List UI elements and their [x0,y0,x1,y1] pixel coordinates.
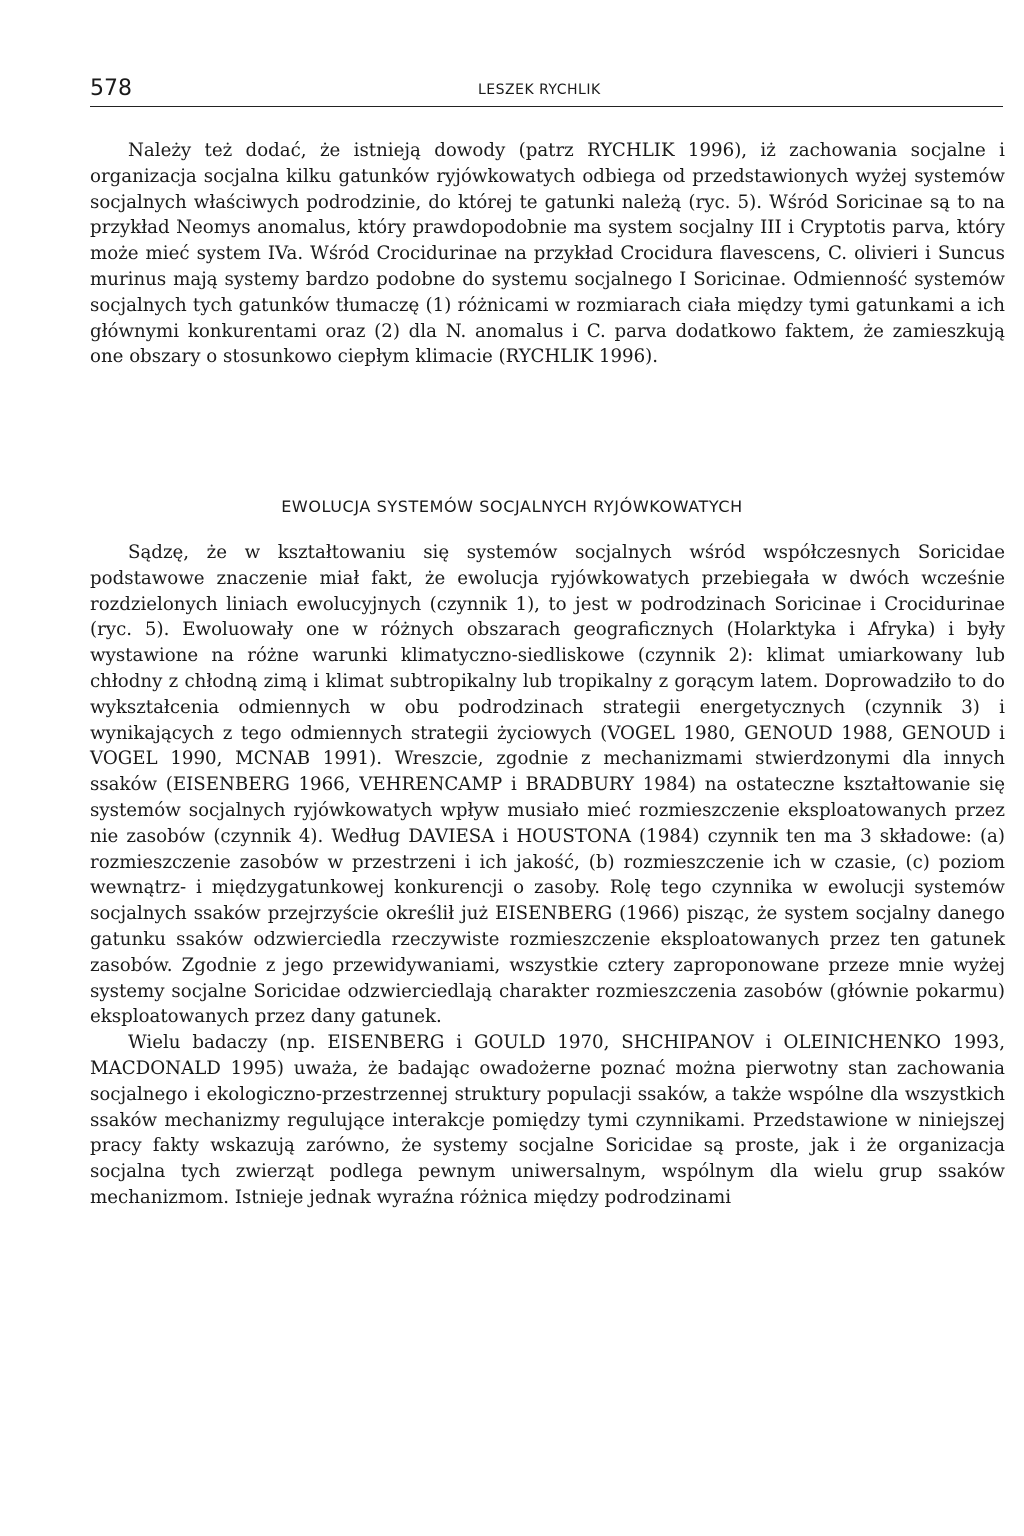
running-header [90,76,1003,107]
paragraph-3: Wielu badaczy (np. EISENBERG i GOULD 1970, SHCHIPANOV i OLEINICHENKO 1993, MACDONALD 1995) uważa, że badając owadożerne poznać można pierwotny stan zachowania socjalnego i ekologiczno-przestrzennej struktury populacji ssaków, a także wspólne dla wszystkich ssaków mechanizmy regulujące interakcje pomiędzy tymi czynnikami. Przedstawione w niniejszej pracy fakty wskazują zarówno, że systemy socjalne Soricidae są proste, jak i że organizacja socjalna tych zwierząt podlega pewnym uniwersalnym, wspólnym dla wielu grup ssaków mechanizmom. Istnieje jednak wyraźna różnica między podrodzinami [90,1032,1005,1208]
page-number: 578 [90,76,132,101]
running-title: LESZEK RYCHLIK [478,82,601,98]
paragraph-1: Należy też dodać, że istnieją dowody (patrz RYCHLIK 1996), iż zachowania socjalne i organizacja socjalna kilku gatunków ryjówkowatych odbiega od przedstawionych wyżej systemów socjalnych właściwych podrodzinie, do której te gatunki należą (ryc. 5). Wśród Soricinae są to na przykład Neomys anomalus, który prawdopodobnie ma system socjalny III i Cryptotis parva, który może mieć system IVa. Wśród Crocidurinae na przykład Crocidura flavescens, C. olivieri i Suncus murinus mają systemy bardzo podobne do systemu socjalnego I Soricinae. Odmienność systemów socjalnych tych gatunków tłumaczę (1) różnicami w rozmiarach ciała między tymi gatunkami a ich głównymi konkurentami oraz (2) dla N. anomalus i C. parva dodatkowo faktem, że zamieszkują one obszary o stosunkowo ciepłym klimacie (RYCHLIK 1996). [90,140,1005,368]
body-text-top [90,138,1005,370]
paragraph-2: Sądzę, że w kształtowaniu się systemów socjalnych wśród współczesnych Soricidae podstawowe znaczenie miał fakt, że ewolucja ryjówkowatych przebiegała w dwóch wcześnie rozdzielonych liniach ewolucyjnych (czynnik 1), to jest w podrodzinach Soricinae i Crocidurinae (ryc. 5). Ewoluowały one w różnych obszarach geograficznych (Holarktyka i Afryka) i były wystawione na różne warunki klimatyczno-siedliskowe (czynnik 2): klimat umiarkowany lub chłodny z chłodną zimą i klimat subtropikalny lub tropikalny z gorącym latem. Doprowadziło to do wykształcenia odmiennych w obu podrodzinach strategii energetycznych (czynnik 3) i wynikających z tego odmiennych strategii życiowych (VOGEL 1980, GENOUD 1988, GENOUD i VOGEL 1990, MCNAB 1991). Wreszcie, zgodnie z mechanizmami stwierdzonymi dla innych ssaków (EISENBERG 1966, VEHRENCAMP i BRADBURY 1984) na ostateczne kształtowanie się systemów socjalnych ryjówkowatych wpływ musiało mieć rozmieszczenie eksploatowanych przez nie zasobów (czynnik 4). Według DAVIESA i HOUSTONA (1984) czynnik ten ma 3 składowe: (a) rozmieszczenie zasobów w przestrzeni i ich jakość, (b) rozmieszczenie ich w czasie, (c) poziom wewnątrz- i międzygatunkowej konkurencji o zasoby. Rolę tego czynnika w ewolucji systemów socjalnych ssaków przejrzyście określił już EISENBERG (1966) pisząc, że system socjalny danego gatunku ssaków odzwierciedla rzeczywiste rozmieszczenie eksploatowanych przez ten gatunek zasobów. Zgodnie z jego przewidywaniami, wszystkie cztery zaproponowane przeze mnie wyżej systemy socjalne Soricidae odzwierciedlają charakter rozmieszczenia zasobów (głównie pokarmu) eksploatowanych przez dany gatunek. [90,542,1005,1028]
body-text-bottom [90,540,1005,1211]
section-heading: EWOLUCJA SYSTEMÓW SOCJALNYCH RYJÓWKOWATYCH [281,497,743,516]
